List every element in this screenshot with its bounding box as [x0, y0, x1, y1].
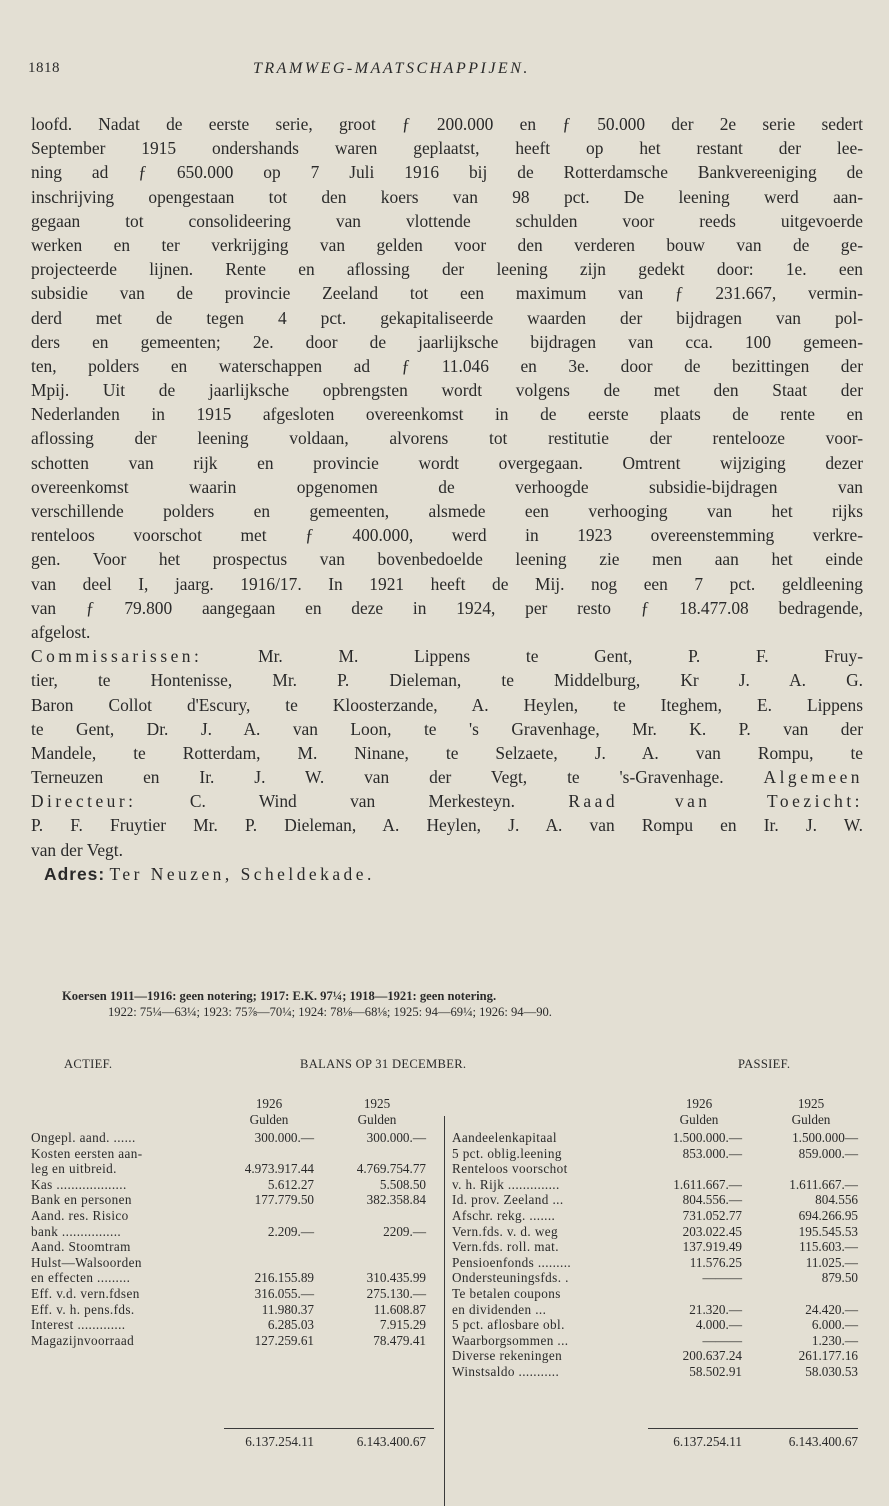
body-text [31, 112, 863, 886]
text-line: verschillende polders en gemeenten, alsmede een verhooging van het rijks [31, 501, 863, 521]
commissarissen-text: Mr. M. Lippens te Gent, P. F. Fruy- [258, 646, 863, 667]
passief-value-1925: 694.266.95 [798, 1208, 858, 1223]
koersen-text: 1911—1916: geen notering; 1917: E.K. 97¼; 1918—1921: geen notering. [109, 989, 497, 1003]
passief-value-1926: 4.000.— [695, 1317, 742, 1333]
actief-row-label: Eff. v.d. vern.fdsen [31, 1286, 140, 1301]
actief-value-1926: 316.055.— [254, 1286, 314, 1301]
actief-row-label: Kas ................... [31, 1176, 127, 1192]
passief-value-1926: ——— [702, 1332, 742, 1348]
actief-row-label: Bank en personen [31, 1192, 132, 1208]
passief-year-1925: 1925 [797, 1096, 825, 1111]
passief-value-1925: 1.611.667.— [789, 1176, 858, 1192]
page-number: 1818 [28, 60, 60, 76]
passief-row-label: en dividenden ... [452, 1301, 547, 1317]
actief-unit-1926: Gulden [249, 1112, 289, 1127]
actief-row-label: leg en uitbreid. [31, 1161, 117, 1177]
passief-value-1926: 58.502.91 [689, 1364, 742, 1379]
text-line: van deel I, jaarg. 1916/17. In 1921 heeft de Mij. nog een 7 pct. geldleening [31, 573, 863, 594]
passief-total-1926: 6.137.254.11 [673, 1434, 742, 1449]
passief-row-label: Renteloos voorschot [452, 1161, 568, 1177]
passief-table-row [0, 1302, 889, 1318]
actief-row-label: en effecten ......... [31, 1270, 131, 1286]
adres-line [31, 862, 863, 886]
actief-value-1925: 275.130.— [366, 1286, 426, 1301]
actief-value-1925: 300.000.— [366, 1130, 426, 1145]
passief-value-1926: 731.052.77 [682, 1208, 742, 1223]
text-line: overeenkomst waarin opgenomen de verhoogde subsidie-bijdragen van [31, 476, 863, 497]
passief-row-label: Vern.fds. roll. mat. [452, 1239, 559, 1255]
text-line: ders en gemeenten; 2e. door de jaarlijksche bijdragen van cca. 100 gemeen- [31, 331, 863, 352]
passief-table-row [0, 1364, 889, 1380]
passief-value-1925: 11.025.— [805, 1254, 858, 1270]
actief-row-label: Magazijnvoorraad [31, 1332, 135, 1348]
passief-row-label: Te betalen coupons [452, 1286, 561, 1301]
passief-table-row [0, 1348, 889, 1364]
koersen-label: Koersen [62, 989, 107, 1003]
actief-value-1926: 2.209.— [267, 1223, 314, 1239]
actief-row-label: Kosten eersten aan- [31, 1145, 143, 1161]
directeur-line [31, 789, 863, 813]
actief-unit-1925: Gulden [357, 1112, 397, 1127]
adres-label: Adres: [44, 863, 106, 884]
actief-value-1925: 7.915.29 [379, 1317, 426, 1333]
algemeen-label: Algemeen [763, 767, 863, 788]
actief-value-1925: 2209.— [383, 1223, 426, 1239]
commissarissen-text: Terneuzen en Ir. J. W. van der Vegt, te 's-Gravenhage. [31, 767, 724, 788]
passief-table-row [0, 1239, 889, 1255]
actief-value-1926: 6.285.03 [267, 1317, 314, 1333]
passief-value-1926: 21.320.— [689, 1301, 742, 1317]
passief-table-row [0, 1192, 889, 1208]
passief-value-1926: 11.576.25 [689, 1254, 742, 1270]
actief-total-1926: 6.137.254.11 [245, 1434, 314, 1449]
passief-row-label: Id. prov. Zeeland ... [452, 1192, 564, 1208]
actief-value-1926: 216.155.89 [254, 1270, 314, 1286]
passief-row-label: 5 pct. oblig.leening [452, 1145, 562, 1161]
actief-value-1925: 78.479.41 [373, 1332, 426, 1348]
passief-row-label: Aandeelenkapitaal [452, 1130, 557, 1145]
totals-row [0, 1434, 889, 1450]
raad-label: Raad van Toezicht: [568, 791, 863, 812]
actief-total-1925: 6.143.400.67 [356, 1434, 426, 1449]
text-line: ning ad ƒ 650.000 op 7 Juli 1916 bij de Rotterdamsche Bankvereeniging de [31, 162, 863, 183]
commissarissen-line-5: Mandele, te Rotterdam, M. Ninane, te Selzaete, J. A. van Rompu, te [31, 742, 863, 763]
passief-value-1926: 804.556.— [682, 1192, 742, 1208]
directeur-name: C. Wind van Merkesteyn. [189, 791, 515, 812]
actief-row-label: Aand. Stoomtram [31, 1239, 131, 1255]
passief-table-row [0, 1130, 889, 1146]
actief-value-1925: 4.769.754.77 [356, 1161, 426, 1177]
commissarissen-line-6 [31, 765, 863, 789]
text-line: loofd. Nadat de eerste serie, groot ƒ 200.000 en ƒ 50.000 der 2e serie sedert [31, 114, 863, 134]
text-line: renteloos voorschot met ƒ 400.000, werd in 1923 overeenstemming verkre- [31, 525, 863, 546]
text-line: aflossing der leening voldaan, alvorens tot restitutie der rentelooze voor- [31, 428, 863, 449]
passief-table-row [0, 1224, 889, 1240]
passief-value-1925: 6.000.— [811, 1317, 858, 1333]
text-line: inschrijving opengestaan tot den koers van 98 pct. De leening werd aan- [31, 186, 863, 207]
actief-value-1926: 5.612.27 [267, 1176, 314, 1192]
passief-value-1926: 1.611.667.— [673, 1176, 742, 1192]
commissarissen-label: Commissarissen: [31, 646, 203, 667]
text-line: Mpij. Uit de jaarlijksche opbrengsten wordt volgens de met den Staat der [31, 380, 863, 401]
passief-row-label: Waarborgsommen ... [452, 1332, 569, 1348]
passief-value-1925: 879.50 [821, 1270, 858, 1286]
text-line: afgelost. [31, 621, 91, 642]
balans-heading [0, 1057, 889, 1077]
text-line: gen. Voor het prospectus van bovenbedoelde leening zie men aan het einde [31, 549, 863, 570]
actief-value-1926: 11.980.37 [261, 1301, 314, 1317]
passief-table-row [0, 1255, 889, 1271]
actief-year-1926: 1926 [255, 1096, 283, 1111]
paragraph [31, 112, 863, 644]
passief-year-1926: 1926 [685, 1096, 713, 1111]
passief-value-1925: 58.030.53 [805, 1364, 858, 1379]
passief-table-row [0, 1317, 889, 1333]
passief-value-1926: 203.022.45 [682, 1223, 742, 1239]
actief-value-1925: 5.508.50 [379, 1176, 426, 1192]
passief-value-1925: 1.230.— [811, 1332, 858, 1348]
actief-total-rule [224, 1428, 434, 1429]
passief-row-label: Winstsaldo ........... [452, 1364, 560, 1379]
text-line: subsidie van de provincie Zeeland tot een maximum van ƒ 231.667, vermin- [31, 283, 863, 304]
commissarissen-line-1 [31, 644, 863, 668]
passief-value-1925: 804.556 [815, 1192, 858, 1208]
passief-label: PASSIEF. [738, 1057, 791, 1071]
text-line: werken en ter verkrijging van gelden voor den verderen bouw van de ge- [31, 234, 863, 255]
text-line: van ƒ 79.800 aangegaan en deze in 1924, per resto ƒ 18.477.08 bedragende, [31, 597, 863, 618]
actief-row-label: Ongepl. aand. ...... [31, 1130, 136, 1145]
actief-value-1925: 382.358.84 [366, 1192, 426, 1208]
passief-unit-1925: Gulden [791, 1112, 831, 1127]
passief-table-row [0, 1333, 889, 1349]
actief-value-1925: 310.435.99 [366, 1270, 426, 1286]
passief-value-1925: 859.000.— [798, 1145, 858, 1161]
passief-value-1926: ——— [702, 1270, 742, 1286]
actief-year-1925: 1925 [363, 1096, 391, 1111]
text-line: schotten van rijk en provincie wordt overgegaan. Omtrent wijziging dezer [31, 452, 863, 473]
koersen-line-2: 1922: 75¼—63¼; 1923: 75⅞—70¼; 1924: 78⅛—68⅛; 1925: 94—69¼; 1926: 94—90. [108, 1005, 552, 1019]
text-line: September 1915 ondershands waren geplaatst, heeft op het restant der lee- [31, 138, 863, 159]
passief-table-row [0, 1208, 889, 1224]
commissarissen-line-4: te Gent, Dr. J. A. van Loon, te 's Gravenhage, Mr. K. P. van der [31, 718, 863, 739]
actief-value-1926: 127.259.61 [254, 1332, 314, 1348]
actief-row-label: Hulst—Walsoorden [31, 1254, 142, 1270]
text-line: ten, polders en waterschappen ad ƒ 11.046 en 3e. door de bezittingen der [31, 355, 863, 376]
passief-value-1925: 261.177.16 [798, 1348, 858, 1364]
passief-row-label: Pensioenfonds ......... [452, 1254, 572, 1270]
adres-value: Ter Neuzen, Scheldekade. [109, 863, 375, 884]
passief-value-1925: 195.545.53 [798, 1223, 858, 1239]
passief-row-label: 5 pct. aflosbare obl. [452, 1317, 565, 1333]
raad-line-end: van der Vegt. [31, 839, 123, 860]
passief-total-rule [648, 1428, 858, 1429]
page-header [28, 60, 848, 90]
koersen-line-1 [62, 988, 842, 1004]
commissarissen-line-2: tier, te Hontenisse, Mr. P. Dieleman, te Middelburg, Kr J. A. G. [31, 670, 863, 691]
actief-row-label: bank ................ [31, 1223, 122, 1239]
passief-value-1925: 115.603.— [799, 1239, 858, 1255]
text-line: Nederlanden in 1915 afgesloten overeenkomst in de eerste plaats de rente en [31, 404, 863, 425]
actief-row-label: Aand. res. Risico [31, 1208, 129, 1223]
passief-table-row [0, 1270, 889, 1286]
passief-table-row [0, 1161, 889, 1177]
passief-total-1925: 6.143.400.67 [788, 1434, 858, 1449]
passief-value-1926: 137.919.49 [682, 1239, 742, 1255]
koersen-block [62, 988, 842, 1020]
passief-value-1926: 1.500.000.— [672, 1130, 742, 1145]
actief-label: ACTIEF. [64, 1057, 113, 1071]
passief-row-label: v. h. Rijk .............. [452, 1176, 560, 1192]
actief-row-label: Interest ............. [31, 1317, 126, 1333]
text-line: derd met de tegen 4 pct. gekapitaliseerde waarden der bijdragen van pol- [31, 307, 863, 328]
passief-table-row [0, 1177, 889, 1193]
passief-table-row [0, 1146, 889, 1162]
text-line: gegaan tot consolideering van vlottende schulden voor reeds uitgevoerde [31, 210, 863, 231]
passief-value-1925: 24.420.— [805, 1301, 858, 1317]
actief-value-1925: 11.608.87 [373, 1301, 426, 1317]
passief-value-1926: 853.000.— [682, 1145, 742, 1161]
passief-value-1926: 200.637.24 [682, 1348, 742, 1364]
passief-unit-1926: Gulden [679, 1112, 719, 1127]
text-line: projecteerde lijnen. Rente en aflossing der leening zijn gedekt door: 1e. een [31, 259, 863, 280]
directeur-label: Directeur: [31, 791, 137, 812]
passief-row-label: Diverse rekeningen [452, 1348, 563, 1364]
running-title: TRAMWEG-MAATSCHAPPIJEN. [253, 60, 530, 77]
passief-value-1925: 1.500.000— [792, 1130, 858, 1145]
actief-row-label: Eff. v. h. pens.fds. [31, 1301, 135, 1317]
actief-value-1926: 177.779.50 [254, 1192, 314, 1208]
passief-row-label: Vern.fds. v. d. weg [452, 1223, 558, 1239]
balans-title: BALANS OP 31 DECEMBER. [300, 1057, 467, 1071]
passief-row-label: Ondersteuningsfds. . [452, 1270, 569, 1286]
passief-table-row [0, 1286, 889, 1302]
actief-value-1926: 4.973.917.44 [244, 1161, 314, 1177]
balans-table [0, 1096, 889, 1496]
raad-line: P. F. Fruytier Mr. P. Dieleman, A. Heylen, J. A. van Rompu en Ir. J. W. [31, 815, 863, 836]
passief-row-label: Afschr. rekg. ....... [452, 1208, 556, 1223]
actief-value-1926: 300.000.— [254, 1130, 314, 1145]
commissarissen-line-3: Baron Collot d'Escury, te Kloosterzande, A. Heylen, te Iteghem, E. Lippens [31, 694, 863, 715]
